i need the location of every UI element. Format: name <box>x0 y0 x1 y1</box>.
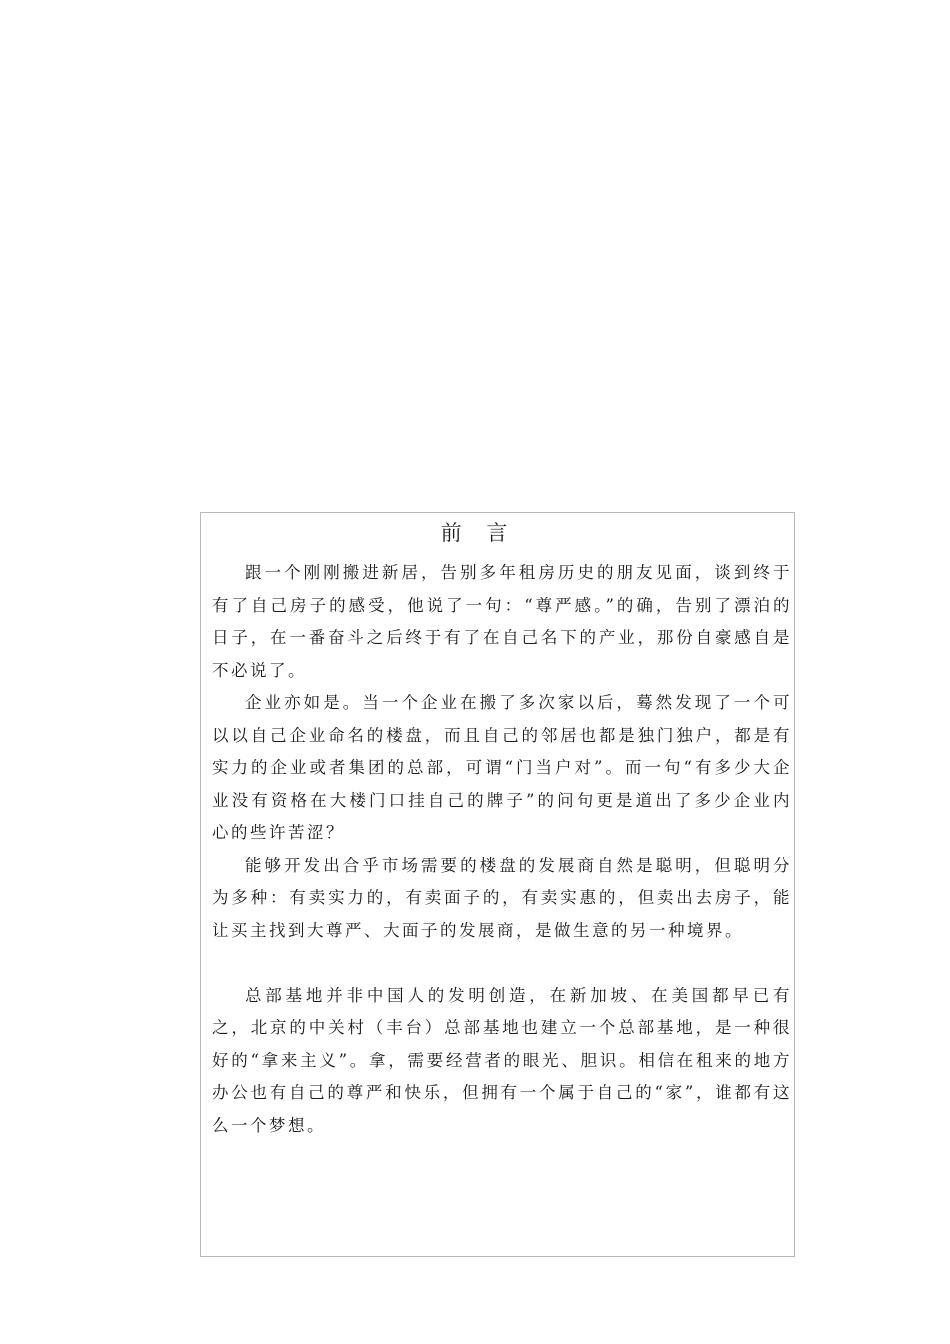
paragraph-3: 能够开发出合乎市场需要的楼盘的发展商自然是聪明，但聪明分为多种：有卖实力的，有卖面子的，有卖实惠的，但卖出去房子，能让买主找到大尊严、大面子的发展商，是做生意的另一种境界。 <box>212 855 792 940</box>
paragraph-4: 总部基地并非中国人的发明创造，在新加坡、在美国都早已有之，北京的中关村（丰台）总部基地也建立一个总部基地，是一种很好的“拿来主义”。拿，需要经营者的眼光、胆识。相信在租来的地方办公也有自己的尊严和快乐，但拥有一个属于自己的“家”，谁都有这么一个梦想。 <box>212 985 792 1135</box>
paragraph-2: 企业亦如是。当一个企业在搬了多次家以后，蓦然发现了一个可以以自己企业命名的楼盘，而且自己的邻居也都是独门独户，都是有实力的企业或者集团的总部，可谓“门当户对”。而一句“有多少大企业没有资格在大楼门口挂自己的牌子”的问句更是道出了多少企业内心的些许苦涩？ <box>212 693 792 842</box>
page-title: 前 言 <box>440 521 510 545</box>
paragraph-1: 跟一个刚刚搬进新居，告别多年租房历史的朋友见面，谈到终于有了自己房子的感受，他说了一句：“尊严感。”的确，告别了漂泊的日子，在一番奋斗之后终于有了在自己名下的产业，那份自豪感自是不必说了。 <box>212 563 792 680</box>
preface-body <box>212 557 792 1142</box>
